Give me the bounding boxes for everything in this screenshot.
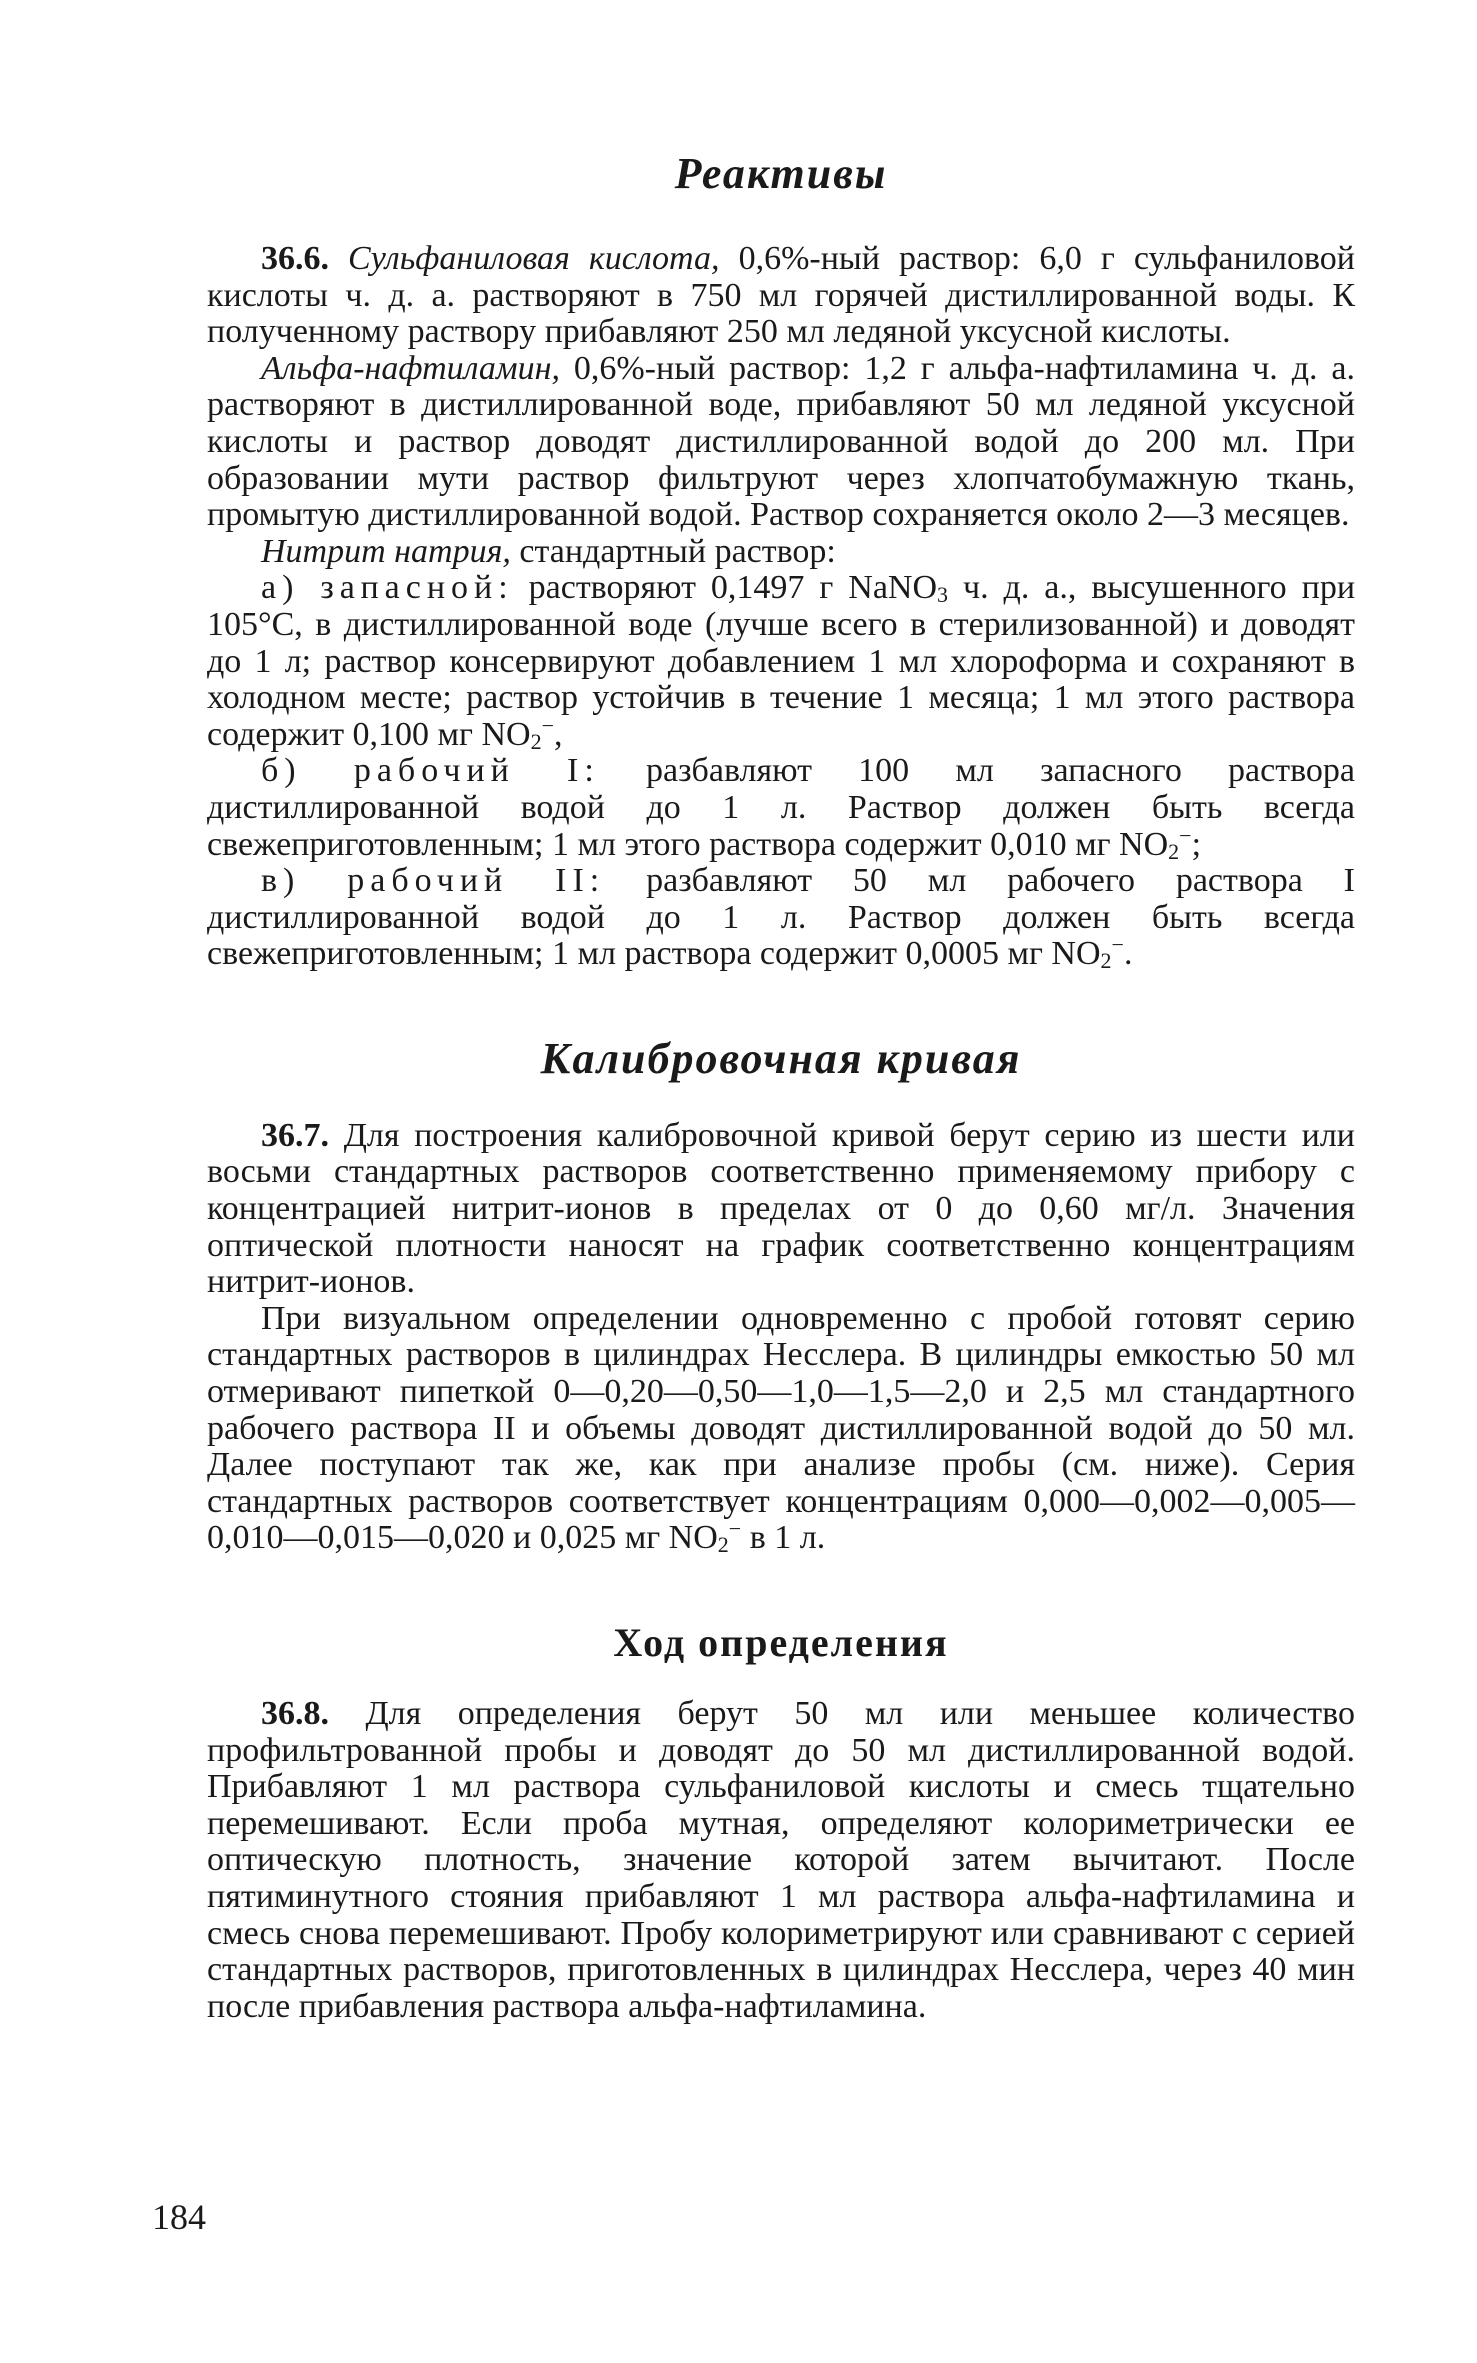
reagent-name: Альфа-нафтиламин, <box>261 349 560 387</box>
paragraph-number: 36.6. <box>261 240 329 277</box>
paragraph-text: Для определения берут 50 мл или меньшее количество профильтрованной пробы и доводят до 50 мл дистиллированной водой. Прибавляют 1 мл раствора сульфаниловой кислоты и смесь тщательно перемешивают. Если проба мутная, определяют колориметрически ее оптическую плотность, значение которой затем вычитают. После пятиминутного стояния прибавляют 1 мл раствора альфа-нафтиламина и смесь снова перемешивают. Пробу колориметрируют или сравнивают с серией стандартных растворов, приготовленных в цилиндрах Несслера, через 40 мин после прибавления раствора альфа-нафтиламина. <box>207 1695 1355 2025</box>
reagent-name: Нитрит натрия, <box>261 532 511 570</box>
section-title-procedure: Ход определения <box>613 1620 949 1665</box>
calibration-body <box>207 1118 1355 1557</box>
page-number: 184 <box>152 2197 206 2237</box>
paragraph-text: 0,6%-ный раствор: 6,0 г сульфаниловой кислоты ч. д. а. растворяют в 750 мл горячей дистиллированной воды. К полученному раствору прибавляют 250 мл ледяной уксусной кислоты. <box>207 240 1356 351</box>
paragraph-36-7 <box>207 1118 1355 1301</box>
item-label: в) рабочий II: <box>261 862 606 900</box>
item-b-working-1: б) рабочий I: разбавляют 100 мл запасного раствора дистиллированной водой до 1 л. Раствор должен быть всегда свежеприготовленным; 1 мл этого раствора содержит 0,010 мг $NO_2^-$; <box>207 752 1355 864</box>
reagent-name: Сульфаниловая кислота, <box>348 240 720 277</box>
paragraph-sodium-nitrite <box>207 534 1355 571</box>
item-c-working-2: в) рабочий II: разбавляют 50 мл рабочего раствора I дистиллированной водой до 1 л. Раствор должен быть всегда свежеприготовленным; 1 мл раствора содержит 0,0005 мг $NO_2^-$. <box>207 862 1355 974</box>
paragraph-naphthylamine <box>207 351 1355 534</box>
paragraph-number: 36.8. <box>261 1695 329 1732</box>
paragraph-text: 0,6%-ный раствор: 1,2 г альфа-нафтиламина ч. д. а. растворяют в дистиллированной воде, прибавляют 50 мл ледяной уксусной кислоты и раствор доводят дистиллированной водой до 200 мл. При образовании мути раствор фильтруют через хлопчатобумажную ткань, промытую дистиллированной водой. Раствор сохраняется около 2—3 месяцев. <box>207 349 1355 534</box>
paragraph-visual: При визуальном определении одновременно с пробой готовят серию стандартных растворов в цилиндрах Несслера. В цилиндры емкостью 50 мл отмеривают пипеткой 0—0,20—0,50—1,0—1,5—2,0 и 2,5 мл стандартного рабочего раствора II и объемы доводят дистиллированной водой до 50 мл. Далее поступают так же, как при анализе пробы (см. ниже). Серия стандартных растворов соответствует концентрациям 0,000—0,002—0,005—0,010—0,015—0,020 и 0,025 мг $NO_2^-$ в 1 л. <box>207 1299 1355 1558</box>
item-a-stock: а) запасной: растворяют 0,1497 г NaNO$_3$ ч. д. а., высушенного при 105°С, в дистиллированной воде (лучше всего в стерилизованной) и доводят до 1 л; раствор консервируют добавлением 1 мл хлороформа и сохраняют в холодном месте; раствор устойчив в течение 1 месяца; 1 мл этого раствора содержит 0,100 мг $NO_2^-$, <box>207 569 1356 754</box>
item-label: а) запасной: <box>261 569 514 607</box>
paragraph-text: Для построения калибровочной кривой берут серию из шести или восьми стандартных растворов соответственно применяемому прибору с концентрацией нитрит-ионов в пределах от 0 до 0,60 мг/л. Значения оптической плотности наносят на график соответственно концентрациям нитрит-ионов. <box>207 1116 1355 1301</box>
reagents-body <box>207 241 1355 973</box>
paragraph-36-6 <box>207 241 1355 351</box>
section-title-reagents: Реактивы <box>674 149 888 198</box>
paragraph-number: 36.7. <box>261 1116 329 1154</box>
paragraph-36-8 <box>207 1696 1355 2025</box>
item-label: б) рабочий I: <box>261 752 600 790</box>
text-column <box>207 0 1355 2025</box>
paragraph-text: стандартный раствор: <box>510 532 836 570</box>
section-title-calibration: Калибровочная кривая <box>540 1033 1022 1083</box>
procedure-body <box>207 1696 1355 2025</box>
